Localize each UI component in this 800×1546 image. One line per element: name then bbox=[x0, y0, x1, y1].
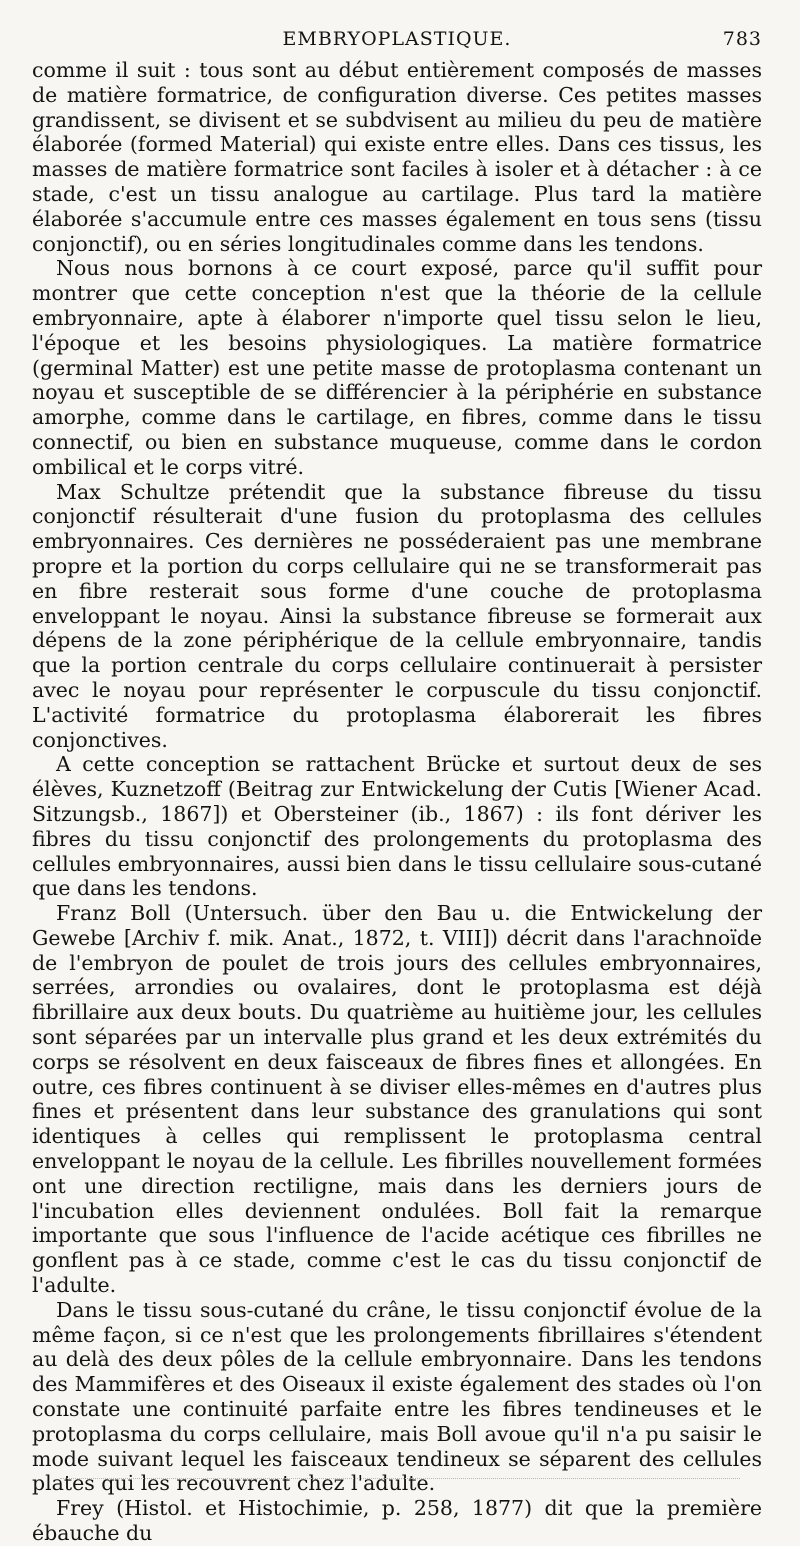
body-text bbox=[32, 58, 762, 1546]
running-title: EMBRYOPLASTIQUE. bbox=[282, 28, 512, 50]
paragraph-4: A cette conception se rattachent Brücke et surtout deux de ses élèves, Kuznetzoff (Beitrag zur Entwickelung der Cutis [Wiener Acad. Sitzungsb., 1867]) et Obersteiner (ib., 1867) : ils font dériver les fibres du tissu conjonctif des prolongements du protoplasma des cellules embryonnaires, aussi bien dans le tissu cellulaire sous-cutané que dans les tendons. bbox=[32, 752, 762, 901]
page-number: 783 bbox=[722, 28, 762, 50]
running-head bbox=[32, 28, 762, 58]
paragraph-1: comme il suit : tous sont au début entièrement composés de masses de matière formatrice, de configuration diverse. Ces petites masses grandissent, se divisent et se subdvisent au milieu du peu de matière élaborée (formed Material) qui existe entre elles. Dans ces tissus, les masses de matière formatrice sont faciles à isoler et à détacher : à ce stade, c'est un tissu analogue au cartilage. Plus tard la matière élaborée s'accumule entre ces masses également en tous sens (tissu conjonctif), ou en séries longitudinales comme dans les tendons. bbox=[32, 58, 762, 256]
paragraph-7: Frey (Histol. et Histochimie, p. 258, 1877) dit que la première ébauche du bbox=[32, 1496, 762, 1546]
page-bottom-rule bbox=[60, 1478, 740, 1479]
paragraph-2: Nous nous bornons à ce court exposé, parce qu'il suffit pour montrer que cette conception n'est que la théorie de la cellule embryonnaire, apte à élaborer n'importe quel tissu selon le lieu, l'époque et les besoins physiologiques. La matière formatrice (germinal Matter) est une petite masse de protoplasma contenant un noyau et susceptible de se différencier à la périphérie en substance amorphe, comme dans le cartilage, en fibres, comme dans le tissu connectif, ou bien en substance muqueuse, comme dans le cordon ombilical et le corps vitré. bbox=[32, 256, 762, 479]
paragraph-3: Max Schultze prétendit que la substance fibreuse du tissu conjonctif résulterait d'une fusion du protoplasma des cellules embryonnaires. Ces dernières ne posséderaient pas une membrane propre et la portion du corps cellulaire qui ne se transformerait pas en fibre resterait sous forme d'une couche de protoplasma enveloppant le noyau. Ainsi la substance fibreuse se formerait aux dépens de la zone périphérique de la cellule embryonnaire, tandis que la portion centrale du corps cellulaire continuerait à persister avec le noyau pour représenter le corpuscule du tissu conjonctif. L'activité formatrice du protoplasma élaborerait les fibres conjonctives. bbox=[32, 479, 762, 752]
paragraph-5: Franz Boll (Untersuch. über den Bau u. die Entwickelung der Gewebe [Archiv f. mik. Anat., 1872, t. VIII]) décrit dans l'arachnoïde de l'embryon de poulet de trois jours des cellules embryonnaires, serrées, arrondies ou ovalaires, dont le protoplasma est déjà fibrillaire aux deux bouts. Du quatrième au huitième jour, les cellules sont séparées par un intervalle plus grand et les deux extrémités du corps se résolvent en deux faisceaux de fibres fines et allongées. En outre, ces fibres continuent à se diviser elles-mêmes en d'autres plus fines et présentent dans leur substance des granulations qui sont identiques à celles qui remplissent le protoplasma central enveloppant le noyau de la cellule. Les fibrilles nouvellement formées ont une direction rectiligne, mais dans les derniers jours de l'incubation elles deviennent ondulées. Boll fait la remarque importante que sous l'influence de l'acide acétique ces fibrilles ne gonflent pas à ce stade, comme c'est le cas du tissu conjonctif de l'adulte. bbox=[32, 901, 762, 1298]
paragraph-6: Dans le tissu sous-cutané du crâne, le tissu conjonctif évolue de la même façon, si ce n'est que les prolongements fibrillaires s'étendent au delà des deux pôles de la cellule embryonnaire. Dans les tendons des Mammifères et des Oiseaux il existe également des stades où l'on constate une continuité parfaite entre les fibres tendineuses et le protoplasma du corps cellulaire, mais Boll avoue qu'il n'a pu saisir le mode suivant lequel les faisceaux tendineux se séparent des cellules plates qui les recouvrent chez l'adulte. bbox=[32, 1297, 762, 1496]
